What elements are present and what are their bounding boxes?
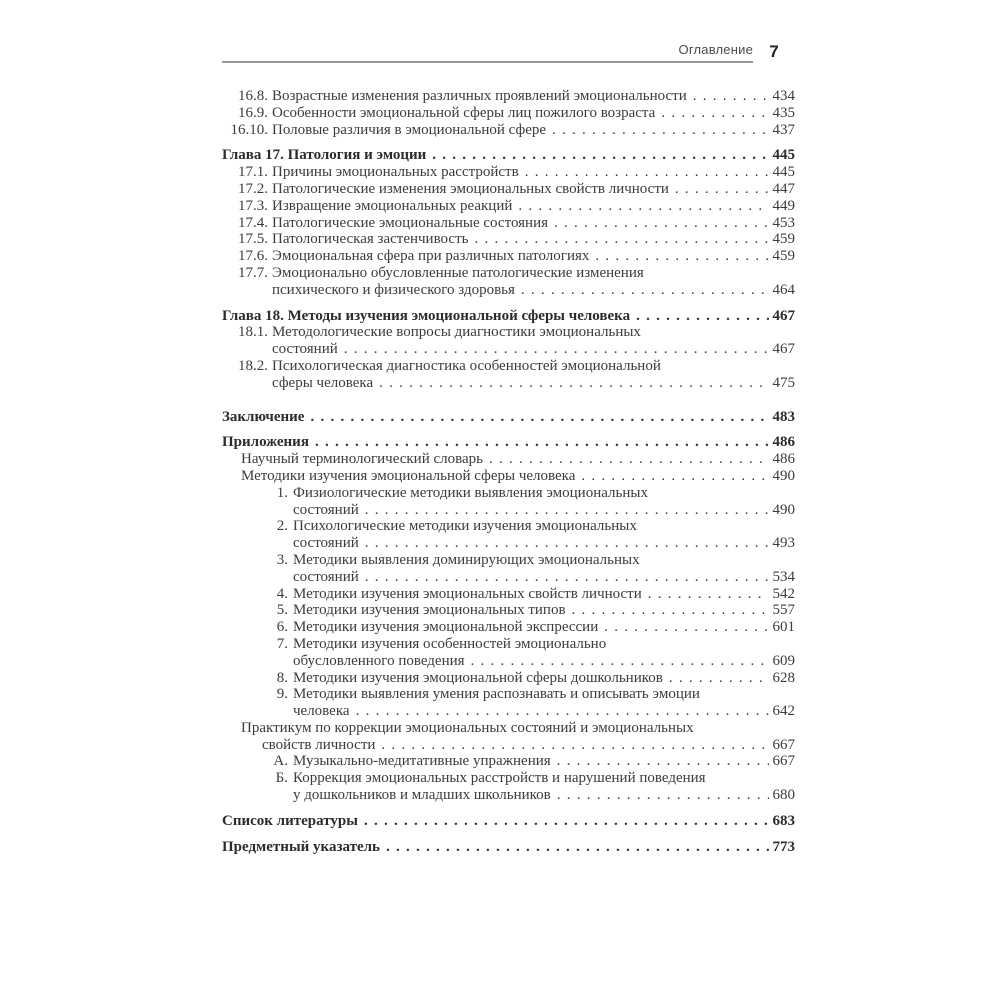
dot-leader xyxy=(518,198,768,215)
dot-leader xyxy=(432,147,768,164)
toc-entry xyxy=(222,451,795,468)
toc-entry-line xyxy=(222,147,795,164)
dot-leader xyxy=(379,375,768,392)
toc-entry-number: 18.1. xyxy=(238,324,268,341)
toc-entry-line xyxy=(222,409,795,426)
toc-entry-page: 445 xyxy=(772,147,795,164)
toc-entry-page: 680 xyxy=(772,787,795,804)
dot-leader xyxy=(552,122,768,139)
toc-entry-page: 490 xyxy=(772,467,795,484)
toc-entry-number: 17.4. xyxy=(238,214,268,231)
toc-entry-title: психического и физического здоровья xyxy=(272,281,515,298)
toc-entry-title: Методики изучения эмоциональных типов xyxy=(293,602,566,619)
toc-entry-line xyxy=(222,787,795,804)
toc-entry-page: 483 xyxy=(772,408,795,425)
toc-entry-line xyxy=(222,518,795,535)
toc-entry-line xyxy=(222,122,795,139)
toc-entry xyxy=(222,105,795,122)
toc-entry-number: 16.8. xyxy=(238,88,268,104)
dot-leader xyxy=(365,569,769,586)
toc-entry-title: Физиологические методики выявления эмоциональных xyxy=(293,484,648,501)
dot-leader xyxy=(471,653,769,670)
toc-entry xyxy=(222,485,795,519)
toc-entry xyxy=(222,231,795,248)
toc-entry-title: Извращение эмоциональных реакций xyxy=(272,197,513,214)
toc-entry-number: 1. xyxy=(276,484,288,501)
toc-entry-number: 17.6. xyxy=(238,248,268,265)
dot-leader xyxy=(489,451,768,468)
toc-entry-line xyxy=(222,181,795,198)
toc-entry-page: 557 xyxy=(772,602,795,619)
toc-entry xyxy=(222,468,795,485)
toc-entry-title: Заключение xyxy=(222,408,305,425)
toc-entry-number: 17.3. xyxy=(238,197,268,214)
dot-leader xyxy=(344,341,769,358)
toc-entry-title: Методики изучения эмоциональной сферы человека xyxy=(241,467,576,484)
toc-entry-line xyxy=(222,552,795,569)
toc-entry-page: 486 xyxy=(772,434,795,451)
toc-entry-page: 773 xyxy=(772,838,795,855)
toc-entry-line xyxy=(222,265,795,282)
toc-entry-line xyxy=(222,434,795,451)
dot-leader xyxy=(356,703,769,720)
toc-entry-number: 6. xyxy=(276,619,288,636)
toc-entry xyxy=(222,147,795,164)
toc-entry-line xyxy=(222,164,795,181)
toc-entry-line xyxy=(222,231,795,248)
toc-entry-line xyxy=(222,88,795,105)
dot-leader xyxy=(648,586,769,603)
toc-entry-line xyxy=(222,619,795,636)
toc-entry-number: 9. xyxy=(276,686,288,703)
toc-entry-page: 449 xyxy=(772,197,795,214)
toc-entry xyxy=(222,586,795,603)
toc-entry xyxy=(222,308,795,325)
toc-entry-line xyxy=(222,813,795,830)
toc-entry xyxy=(222,602,795,619)
toc-entry xyxy=(222,770,795,804)
toc-entry-number: 17.2. xyxy=(238,180,268,197)
toc-entry xyxy=(222,265,795,299)
toc-entry-line xyxy=(222,636,795,653)
toc-entry-page: 464 xyxy=(772,281,795,298)
dot-leader xyxy=(475,231,769,248)
toc-entry xyxy=(222,181,795,198)
toc-entry-page: 667 xyxy=(772,753,795,770)
toc-entry-title: Практикум по коррекции эмоциональных состояний и эмоциональных xyxy=(241,719,694,736)
toc-entry-line xyxy=(222,753,795,770)
toc-entry-title: состояний xyxy=(293,501,359,518)
toc-entry-page: 601 xyxy=(772,619,795,636)
dot-leader xyxy=(572,602,769,619)
toc-entry xyxy=(222,198,795,215)
toc-entry-line xyxy=(222,248,795,265)
toc-entry-number: 5. xyxy=(276,602,288,619)
toc-entry-title: Половые различия в эмоциональной сфере xyxy=(272,121,547,138)
running-head xyxy=(222,42,795,63)
toc-entry-page: 453 xyxy=(772,214,795,231)
toc-entry-number: А. xyxy=(273,753,288,770)
toc-entry-line xyxy=(222,485,795,502)
dot-leader xyxy=(675,181,769,198)
toc-entry-line xyxy=(222,703,795,720)
toc-entry-page: 486 xyxy=(772,451,795,468)
dot-leader xyxy=(557,753,769,770)
dot-leader xyxy=(364,813,769,830)
toc-entry-title: Причины эмоциональных расстройств xyxy=(272,164,519,181)
dot-leader xyxy=(595,248,768,265)
toc-entry-page: 683 xyxy=(772,812,795,829)
toc-entry-title: Методики изучения эмоциональной сферы дошкольников xyxy=(293,669,663,686)
dot-leader xyxy=(381,737,768,754)
toc-entry xyxy=(222,164,795,181)
toc-entry xyxy=(222,686,795,720)
toc-entry-page: 459 xyxy=(772,231,795,248)
toc-entry-page: 642 xyxy=(772,703,795,720)
toc-entry-line xyxy=(222,653,795,670)
dot-leader xyxy=(693,88,769,105)
toc-entry-line xyxy=(222,282,795,299)
toc-entry-page: 490 xyxy=(772,501,795,518)
toc-entry-page: 447 xyxy=(772,180,795,197)
toc-entry xyxy=(222,753,795,770)
toc-entry-title: Методики выявления умения распознавать и описывать эмоции xyxy=(293,686,700,703)
toc-entry-title: Возрастные изменения различных проявлений эмоциональности xyxy=(272,88,687,104)
toc-entry xyxy=(222,552,795,586)
toc-entry xyxy=(222,215,795,232)
toc-entry-title: Глава 18. Методы изучения эмоциональной сферы человека xyxy=(222,307,631,324)
toc-entry-title: Психологические методики изучения эмоциональных xyxy=(293,518,637,535)
toc-entry-page: 435 xyxy=(772,104,795,121)
toc-entry-title: Список литературы xyxy=(222,812,358,829)
toc-entry-number: 16.9. xyxy=(238,104,268,121)
toc-entry-title: Методологические вопросы диагностики эмоциональных xyxy=(272,324,641,341)
toc-entry-line xyxy=(222,670,795,687)
toc-entry xyxy=(222,619,795,636)
toc-entry-title: Глава 17. Патология и эмоции xyxy=(222,147,427,164)
dot-leader xyxy=(365,502,769,519)
toc-entry-number: 16.10. xyxy=(230,121,268,138)
toc-entry-title: Патологические изменения эмоциональных свойств личности xyxy=(272,180,669,197)
dot-leader xyxy=(365,535,769,552)
toc-entry-page: 609 xyxy=(772,652,795,669)
toc-entry-page: 434 xyxy=(772,88,795,104)
toc-entry xyxy=(222,636,795,670)
dot-leader xyxy=(636,308,768,325)
toc-entry-title: Методики изучения эмоциональных свойств личности xyxy=(293,585,642,602)
toc-entry-title: Методики изучения особенностей эмоционально xyxy=(293,635,607,652)
toc-entry xyxy=(222,409,795,426)
toc-entry-number: 3. xyxy=(276,551,288,568)
toc-entry-title: Патологическая застенчивость xyxy=(272,231,469,248)
toc-entry-number: 7. xyxy=(276,635,288,652)
toc-entry-title: обусловленного поведения xyxy=(293,652,465,669)
toc-entry-line xyxy=(222,770,795,787)
toc-entry-title: Методики изучения эмоциональной экспрессии xyxy=(293,619,599,636)
toc-entry-title: Патологические эмоциональные состояния xyxy=(272,214,549,231)
dot-leader xyxy=(661,105,768,122)
toc-entry-number: 18.2. xyxy=(238,357,268,374)
toc-entry-title: человека xyxy=(293,703,350,720)
dot-leader xyxy=(315,434,769,451)
dot-leader xyxy=(525,164,769,181)
toc-entry xyxy=(222,720,795,754)
toc-entry xyxy=(222,813,795,830)
toc-entry xyxy=(222,670,795,687)
toc-entry-number: 17.7. xyxy=(238,264,268,281)
toc-entry-title: сферы человека xyxy=(272,374,374,391)
toc-entry-number: 17.1. xyxy=(238,164,268,181)
toc-entry-title: Особенности эмоциональной сферы лиц пожилого возраста xyxy=(272,104,656,121)
toc-entry-title: состояний xyxy=(293,535,359,552)
toc-entry-title: Психологическая диагностика особенностей эмоциональной xyxy=(272,357,661,374)
toc-entry-page: 493 xyxy=(772,535,795,552)
toc-entry-line xyxy=(222,215,795,232)
toc-entry-line xyxy=(222,569,795,586)
toc-entry-page: 542 xyxy=(772,585,795,602)
folio-page-number: 7 xyxy=(769,42,779,61)
toc-entry-line xyxy=(222,720,795,737)
toc-entry-title: свойств личности xyxy=(262,736,376,753)
toc-entry-page: 667 xyxy=(772,736,795,753)
toc-entry xyxy=(222,434,795,451)
toc-entry-line xyxy=(222,451,795,468)
toc-entry xyxy=(222,248,795,265)
running-head-title: Оглавление xyxy=(222,42,753,63)
dot-leader xyxy=(604,619,768,636)
toc-entry-title: Эмоционально обусловленные патологические изменения xyxy=(272,264,644,281)
toc-entry-line xyxy=(222,839,795,856)
toc-entry-title: Приложения xyxy=(222,434,309,451)
dot-leader xyxy=(669,670,769,687)
toc-entry-title: Методики выявления доминирующих эмоциональных xyxy=(293,551,640,568)
toc-entry-title: Научный терминологический словарь xyxy=(241,451,484,468)
toc-entry-title: Музыкально-медитативные упражнения xyxy=(293,753,551,770)
toc-entry-page: 467 xyxy=(772,341,795,358)
toc-entry-page: 467 xyxy=(772,307,795,324)
toc-entry-number: 17.5. xyxy=(238,231,268,248)
toc-entry xyxy=(222,358,795,392)
toc-entry xyxy=(222,324,795,358)
dot-leader xyxy=(554,215,768,232)
dot-leader xyxy=(310,409,768,426)
toc-entry-title: состояний xyxy=(293,568,359,585)
toc-entry-number: 4. xyxy=(276,585,288,602)
toc-entry-page: 437 xyxy=(772,121,795,138)
toc-entry-line xyxy=(222,602,795,619)
toc-entry-line xyxy=(222,358,795,375)
toc-entry xyxy=(222,122,795,139)
toc-entry-line xyxy=(222,198,795,215)
dot-leader xyxy=(386,839,769,856)
toc-entry-title: состояний xyxy=(272,341,338,358)
dot-leader xyxy=(557,787,769,804)
toc-entry xyxy=(222,518,795,552)
toc-entry xyxy=(222,839,795,856)
toc-entry-page: 534 xyxy=(772,568,795,585)
toc-entry-number: 8. xyxy=(276,669,288,686)
toc-entry-line xyxy=(222,375,795,392)
toc-entry-number: 2. xyxy=(276,518,288,535)
toc-entry-number: Б. xyxy=(275,770,288,787)
toc-entry-line xyxy=(222,308,795,325)
toc-entry-page: 445 xyxy=(772,164,795,181)
toc-list xyxy=(222,88,795,855)
toc-entry-page: 475 xyxy=(772,374,795,391)
toc-entry-title: Коррекция эмоциональных расстройств и нарушений поведения xyxy=(293,770,706,787)
toc-entry-line xyxy=(222,105,795,122)
toc-entry-line xyxy=(222,737,795,754)
toc-entry xyxy=(222,88,795,105)
toc-entry-line xyxy=(222,502,795,519)
toc-entry-title: у дошкольников и младших школьников xyxy=(293,787,551,804)
toc-entry-title: Эмоциональная сфера при различных патологиях xyxy=(272,248,590,265)
toc-entry-line xyxy=(222,341,795,358)
toc-entry-line xyxy=(222,686,795,703)
dot-leader xyxy=(581,468,768,485)
dot-leader xyxy=(521,282,769,299)
toc-entry-line xyxy=(222,324,795,341)
toc-entry-page: 628 xyxy=(772,669,795,686)
toc-entry-line xyxy=(222,535,795,552)
toc-entry-title: Предметный указатель xyxy=(222,838,380,855)
toc-entry-line xyxy=(222,468,795,485)
toc-entry-line xyxy=(222,586,795,603)
toc-entry-page: 459 xyxy=(772,248,795,265)
